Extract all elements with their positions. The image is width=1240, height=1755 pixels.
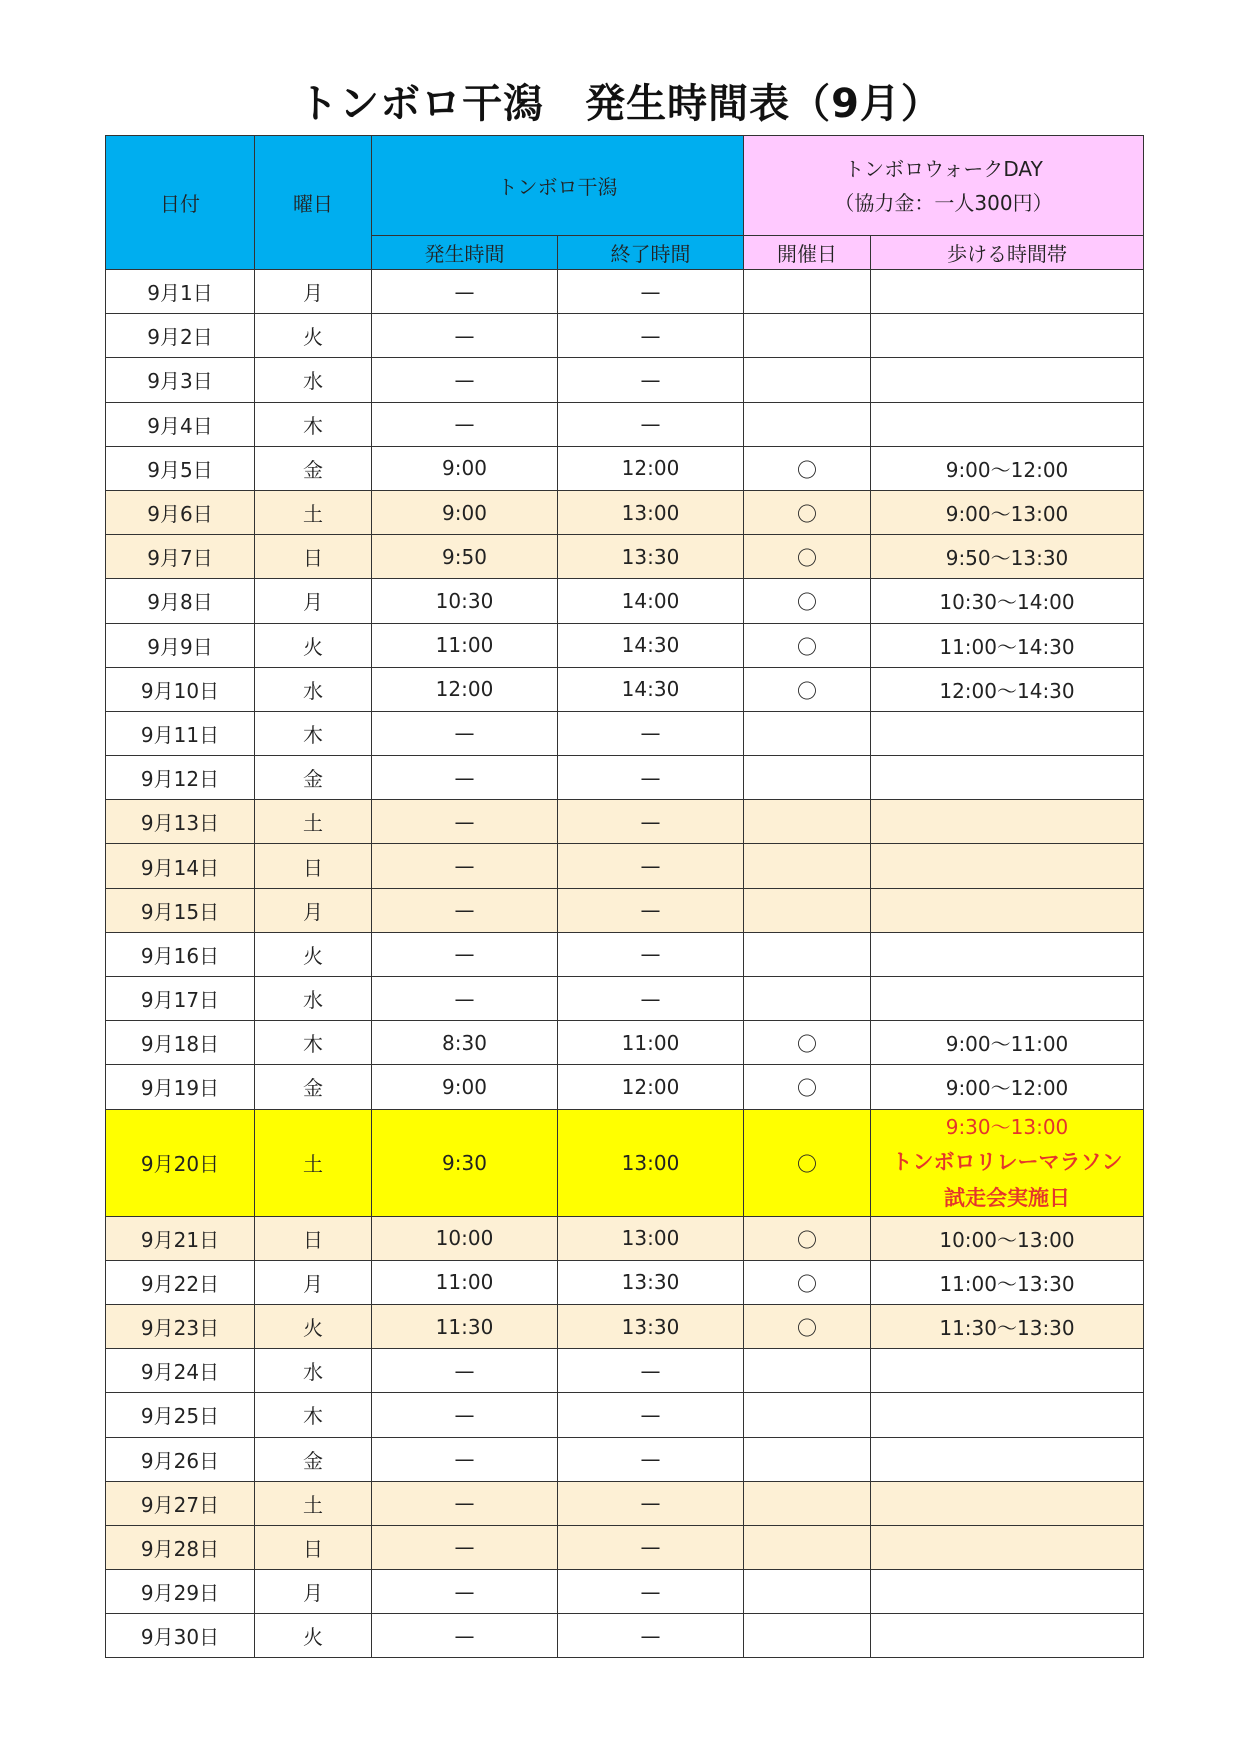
walk-hours-cell <box>871 888 1144 932</box>
table-row <box>106 1021 1144 1065</box>
weekday-cell: 土 <box>255 800 372 844</box>
start-time-cell: — <box>372 977 558 1021</box>
weekday-cell: 月 <box>255 270 372 314</box>
held-mark-cell: 〇 <box>744 579 871 623</box>
table-row <box>106 1393 1144 1437</box>
weekday-cell: 水 <box>255 358 372 402</box>
held-mark-cell <box>744 1393 871 1437</box>
weekday-cell: 月 <box>255 579 372 623</box>
end-time-cell: 12:00 <box>558 1065 744 1109</box>
start-time-cell: 11:00 <box>372 1260 558 1304</box>
walk-hours-cell <box>871 1614 1144 1658</box>
weekday-cell: 火 <box>255 314 372 358</box>
header-start-time: 発生時間 <box>372 236 558 270</box>
event-name-line2: 試走会実施日 <box>944 1185 1070 1210</box>
start-time-cell: 8:30 <box>372 1021 558 1065</box>
walk-hours-cell <box>871 977 1144 1021</box>
held-mark-cell <box>744 888 871 932</box>
end-time-cell: — <box>558 358 744 402</box>
end-time-cell: — <box>558 314 744 358</box>
walk-hours-cell: 9:00～11:00 <box>871 1021 1144 1065</box>
date-cell: 9月9日 <box>106 623 255 667</box>
walk-hours-cell: 9:00～12:00 <box>871 1065 1144 1109</box>
start-time-cell: 9:50 <box>372 535 558 579</box>
date-cell: 9月14日 <box>106 844 255 888</box>
held-mark-cell <box>744 756 871 800</box>
walk-hours-cell <box>871 844 1144 888</box>
walk-hours-cell <box>871 1393 1144 1437</box>
page-title: トンボロ干潟 発生時間表（9月） <box>298 81 942 127</box>
walk-hours-cell <box>871 1109 1144 1216</box>
walk-hours-cell: 9:50～13:30 <box>871 535 1144 579</box>
tide-schedule-table <box>105 135 1144 1658</box>
date-cell: 9月17日 <box>106 977 255 1021</box>
weekday-cell: 日 <box>255 1216 372 1260</box>
table-row <box>106 1437 1144 1481</box>
end-time-cell: 14:00 <box>558 579 744 623</box>
end-time-cell: — <box>558 1570 744 1614</box>
walk-hours-cell: 12:00～14:30 <box>871 667 1144 711</box>
date-cell: 9月8日 <box>106 579 255 623</box>
table-row <box>106 1216 1144 1260</box>
start-time-cell: — <box>372 270 558 314</box>
walk-hours-cell <box>871 402 1144 446</box>
start-time-cell: — <box>372 932 558 976</box>
weekday-cell: 日 <box>255 844 372 888</box>
held-mark-cell: 〇 <box>744 490 871 534</box>
end-time-cell: 13:30 <box>558 535 744 579</box>
date-cell: 9月29日 <box>106 1570 255 1614</box>
header-walk-day <box>744 136 1144 236</box>
table-row <box>106 1525 1144 1569</box>
start-time-cell: — <box>372 1570 558 1614</box>
table-row <box>106 1065 1144 1109</box>
held-mark-cell: 〇 <box>744 1260 871 1304</box>
held-mark-cell <box>744 358 871 402</box>
walk-hours-cell <box>871 1349 1144 1393</box>
walk-hours-cell: 10:30～14:00 <box>871 579 1144 623</box>
start-time-cell: — <box>372 1614 558 1658</box>
held-mark-cell: 〇 <box>744 667 871 711</box>
header-date: 日付 <box>106 136 255 270</box>
date-cell: 9月24日 <box>106 1349 255 1393</box>
start-time-cell: — <box>372 314 558 358</box>
end-time-cell: 13:30 <box>558 1304 744 1348</box>
held-mark-cell: 〇 <box>744 1065 871 1109</box>
start-time-cell: — <box>372 402 558 446</box>
weekday-cell: 金 <box>255 1437 372 1481</box>
table-row <box>106 402 1144 446</box>
date-cell: 9月18日 <box>106 1021 255 1065</box>
weekday-cell: 日 <box>255 1525 372 1569</box>
end-time-cell: — <box>558 756 744 800</box>
start-time-cell: — <box>372 800 558 844</box>
weekday-cell: 木 <box>255 402 372 446</box>
end-time-cell: — <box>558 1481 744 1525</box>
table-row <box>106 270 1144 314</box>
weekday-cell: 金 <box>255 446 372 490</box>
header-held-day: 開催日 <box>744 236 871 270</box>
date-cell: 9月26日 <box>106 1437 255 1481</box>
end-time-cell: — <box>558 932 744 976</box>
table-row <box>106 977 1144 1021</box>
end-time-cell: — <box>558 270 744 314</box>
table-row <box>106 800 1144 844</box>
held-mark-cell <box>744 1437 871 1481</box>
held-mark-cell <box>744 1481 871 1525</box>
held-mark-cell: 〇 <box>744 1216 871 1260</box>
table-row <box>106 579 1144 623</box>
walk-hours-cell <box>871 1437 1144 1481</box>
start-time-cell: — <box>372 358 558 402</box>
start-time-cell: 10:30 <box>372 579 558 623</box>
date-cell: 9月16日 <box>106 932 255 976</box>
table-row <box>106 667 1144 711</box>
end-time-cell: 14:30 <box>558 667 744 711</box>
date-cell: 9月20日 <box>106 1109 255 1216</box>
held-mark-cell <box>744 270 871 314</box>
start-time-cell: — <box>372 844 558 888</box>
table-row <box>106 1109 1144 1216</box>
end-time-cell: 14:30 <box>558 623 744 667</box>
weekday-cell: 水 <box>255 1349 372 1393</box>
walk-hours-cell: 11:00～14:30 <box>871 623 1144 667</box>
weekday-cell: 月 <box>255 1570 372 1614</box>
walk-hours-cell: 11:00～13:30 <box>871 1260 1144 1304</box>
end-time-cell: 11:00 <box>558 1021 744 1065</box>
walk-hours-cell: 10:00～13:00 <box>871 1216 1144 1260</box>
weekday-cell: 火 <box>255 1304 372 1348</box>
held-mark-cell: 〇 <box>744 623 871 667</box>
date-cell: 9月3日 <box>106 358 255 402</box>
walk-hours-cell: 9:00～13:00 <box>871 490 1144 534</box>
header-walk-title: トンボロウォークDAY <box>844 156 1043 181</box>
table-row <box>106 756 1144 800</box>
weekday-cell: 金 <box>255 756 372 800</box>
table-row <box>106 844 1144 888</box>
date-cell: 9月15日 <box>106 888 255 932</box>
end-time-cell: — <box>558 711 744 755</box>
header-end-time: 終了時間 <box>558 236 744 270</box>
table-row <box>106 623 1144 667</box>
date-cell: 9月22日 <box>106 1260 255 1304</box>
end-time-cell: — <box>558 402 744 446</box>
end-time-cell: 13:00 <box>558 1216 744 1260</box>
table-row <box>106 1614 1144 1658</box>
end-time-cell: — <box>558 1437 744 1481</box>
date-cell: 9月12日 <box>106 756 255 800</box>
end-time-cell: 13:00 <box>558 1109 744 1216</box>
weekday-cell: 金 <box>255 1065 372 1109</box>
held-mark-cell <box>744 314 871 358</box>
date-cell: 9月21日 <box>106 1216 255 1260</box>
start-time-cell: — <box>372 1393 558 1437</box>
event-walk-hours: 9:30～13:00 <box>945 1114 1069 1139</box>
end-time-cell: 12:00 <box>558 446 744 490</box>
table-row <box>106 1570 1144 1614</box>
weekday-cell: 火 <box>255 623 372 667</box>
start-time-cell: 9:30 <box>372 1109 558 1216</box>
end-time-cell: — <box>558 800 744 844</box>
held-mark-cell <box>744 1614 871 1658</box>
walk-hours-cell <box>871 932 1144 976</box>
held-mark-cell <box>744 932 871 976</box>
table-row <box>106 1481 1144 1525</box>
start-time-cell: — <box>372 1349 558 1393</box>
header-tombolo: トンボロ干潟 <box>372 136 744 236</box>
date-cell: 9月25日 <box>106 1393 255 1437</box>
weekday-cell: 水 <box>255 667 372 711</box>
weekday-cell: 月 <box>255 1260 372 1304</box>
start-time-cell: — <box>372 1437 558 1481</box>
held-mark-cell <box>744 800 871 844</box>
start-time-cell: — <box>372 1525 558 1569</box>
end-time-cell: 13:30 <box>558 1260 744 1304</box>
header-walk-fee: （協力金：一人300円） <box>834 190 1053 215</box>
weekday-cell: 火 <box>255 932 372 976</box>
weekday-cell: 木 <box>255 1021 372 1065</box>
walk-hours-cell <box>871 1525 1144 1569</box>
table-row <box>106 535 1144 579</box>
date-cell: 9月6日 <box>106 490 255 534</box>
start-time-cell: 11:30 <box>372 1304 558 1348</box>
held-mark-cell <box>744 977 871 1021</box>
schedule-body <box>106 270 1144 1658</box>
start-time-cell: 9:00 <box>372 490 558 534</box>
date-cell: 9月13日 <box>106 800 255 844</box>
weekday-cell: 木 <box>255 711 372 755</box>
date-cell: 9月23日 <box>106 1304 255 1348</box>
table-row <box>106 1349 1144 1393</box>
held-mark-cell <box>744 844 871 888</box>
end-time-cell: — <box>558 1614 744 1658</box>
start-time-cell: 10:00 <box>372 1216 558 1260</box>
date-cell: 9月28日 <box>106 1525 255 1569</box>
table-row <box>106 1260 1144 1304</box>
walk-hours-cell <box>871 358 1144 402</box>
date-cell: 9月2日 <box>106 314 255 358</box>
date-cell: 9月4日 <box>106 402 255 446</box>
start-time-cell: 12:00 <box>372 667 558 711</box>
date-cell: 9月27日 <box>106 1481 255 1525</box>
end-time-cell: — <box>558 1525 744 1569</box>
walk-hours-cell: 11:30～13:30 <box>871 1304 1144 1348</box>
table-row <box>106 1304 1144 1348</box>
walk-hours-cell <box>871 1481 1144 1525</box>
end-time-cell: — <box>558 844 744 888</box>
header-walk-hours: 歩ける時間帯 <box>871 236 1144 270</box>
weekday-cell: 月 <box>255 888 372 932</box>
weekday-cell: 木 <box>255 1393 372 1437</box>
date-cell: 9月30日 <box>106 1614 255 1658</box>
weekday-cell: 日 <box>255 535 372 579</box>
held-mark-cell <box>744 711 871 755</box>
date-cell: 9月7日 <box>106 535 255 579</box>
date-cell: 9月19日 <box>106 1065 255 1109</box>
event-name-line1: トンボロリレーマラソン <box>891 1149 1123 1174</box>
held-mark-cell: 〇 <box>744 1109 871 1216</box>
table-row <box>106 314 1144 358</box>
held-mark-cell <box>744 1525 871 1569</box>
table-row <box>106 932 1144 976</box>
table-row <box>106 490 1144 534</box>
weekday-cell: 水 <box>255 977 372 1021</box>
weekday-cell: 土 <box>255 490 372 534</box>
held-mark-cell <box>744 402 871 446</box>
table-row <box>106 446 1144 490</box>
date-cell: 9月10日 <box>106 667 255 711</box>
held-mark-cell: 〇 <box>744 1304 871 1348</box>
walk-hours-cell <box>871 756 1144 800</box>
end-time-cell: — <box>558 888 744 932</box>
held-mark-cell: 〇 <box>744 535 871 579</box>
start-time-cell: 11:00 <box>372 623 558 667</box>
table-row <box>106 358 1144 402</box>
table-row <box>106 711 1144 755</box>
end-time-cell: — <box>558 977 744 1021</box>
start-time-cell: 9:00 <box>372 1065 558 1109</box>
walk-hours-cell <box>871 711 1144 755</box>
walk-hours-cell <box>871 270 1144 314</box>
walk-hours-cell <box>871 1570 1144 1614</box>
date-cell: 9月11日 <box>106 711 255 755</box>
end-time-cell: — <box>558 1393 744 1437</box>
start-time-cell: 9:00 <box>372 446 558 490</box>
walk-hours-cell <box>871 314 1144 358</box>
weekday-cell: 火 <box>255 1614 372 1658</box>
start-time-cell: — <box>372 888 558 932</box>
held-mark-cell: 〇 <box>744 1021 871 1065</box>
held-mark-cell: 〇 <box>744 446 871 490</box>
held-mark-cell <box>744 1349 871 1393</box>
held-mark-cell <box>744 1570 871 1614</box>
weekday-cell: 土 <box>255 1109 372 1216</box>
header-weekday: 曜日 <box>255 136 372 270</box>
date-cell: 9月5日 <box>106 446 255 490</box>
weekday-cell: 土 <box>255 1481 372 1525</box>
end-time-cell: — <box>558 1349 744 1393</box>
table-row <box>106 888 1144 932</box>
date-cell: 9月1日 <box>106 270 255 314</box>
walk-hours-cell <box>871 800 1144 844</box>
walk-hours-cell: 9:00～12:00 <box>871 446 1144 490</box>
start-time-cell: — <box>372 756 558 800</box>
start-time-cell: — <box>372 1481 558 1525</box>
end-time-cell: 13:00 <box>558 490 744 534</box>
start-time-cell: — <box>372 711 558 755</box>
